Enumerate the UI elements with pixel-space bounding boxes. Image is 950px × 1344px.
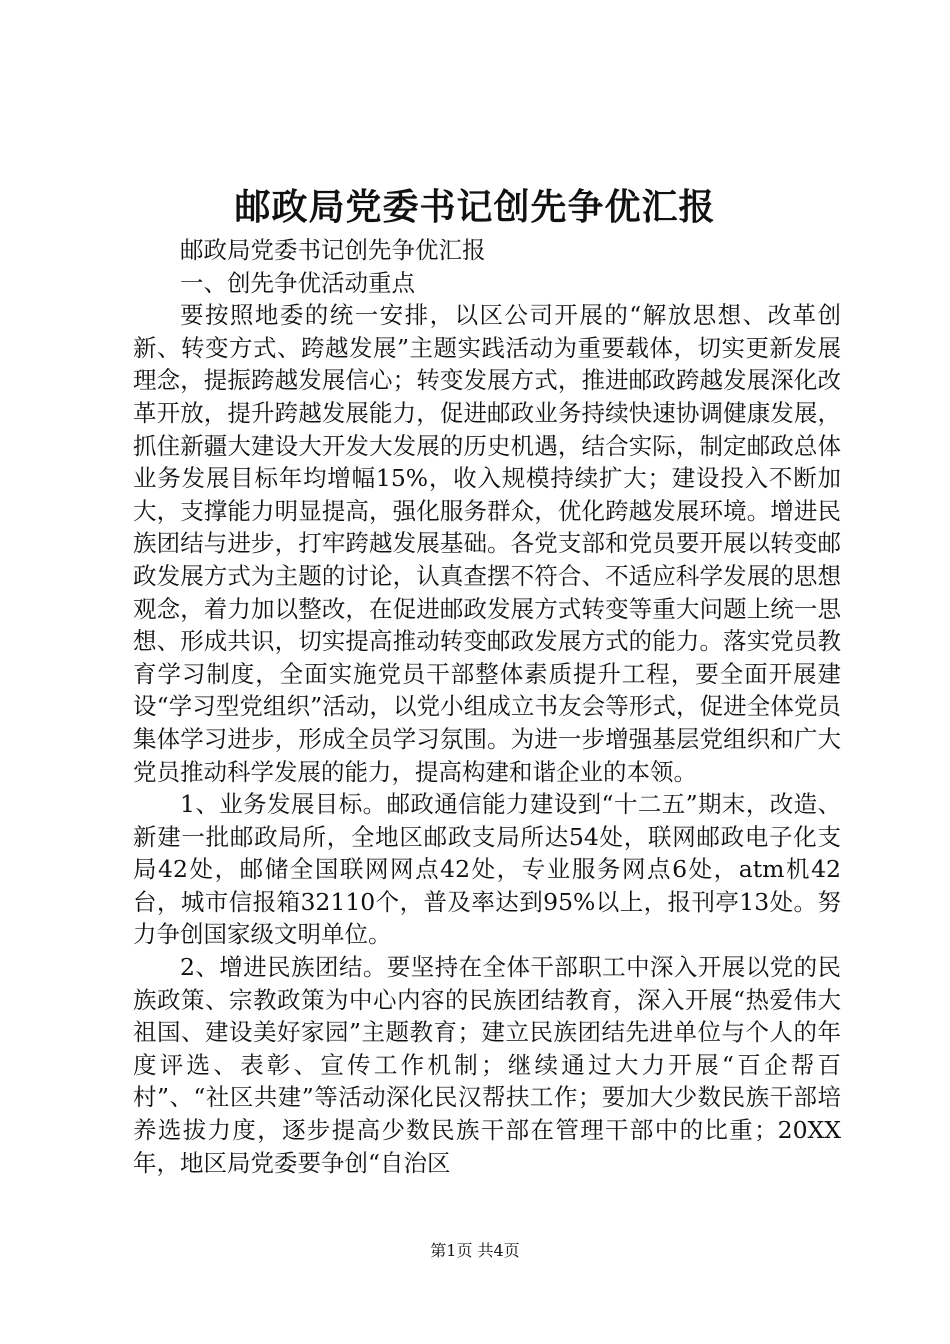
body-paragraph: 2、增进民族团结。要坚持在全体干部职工中深入开展以党的民族政策、宗教政策为中心内容的民族团结教育，深入开展“热爱伟大祖国、建设美好家园”主题教育；建立民族团结先进单位与个人的年度评选、表彰、宣传工作机制；继续通过大力开展“百企帮百村”、“社区共建”等活动深化民汉帮扶工作；要加大少数民族干部培养选拔力度，逐步提高少数民族干部在管理干部中的比重；20XX年，地区局党委要争创“自治区 <box>133 953 841 1177</box>
section-heading: 一、创先争优活动重点 <box>180 268 415 297</box>
subtitle-paragraph: 邮政局党委书记创先争优汇报 <box>180 236 486 264</box>
body-paragraph: 要按照地委的统一安排，以区公司开展的“解放思想、改革创新、转变方式、跨越发展”主题实践活动为重要载体，切实更新发展理念，提振跨越发展信心；转变发展方式，推进邮政跨越发展深化改革开放，提升跨越发展能力，促进邮政业务持续快速协调健康发展，抓住新疆大建设大开发大发展的历史机遇，结合实际，制定邮政总体业务发展目标年均增幅15%，收入规模持续扩大；建设投入不断加大，支撑能力明显提高，强化服务群众，优化跨越发展环境。增进民族团结与进步，打牢跨越发展基础。各党支部和党员要开展以转变邮政发展方式为主题的讨论，认真查摆不符合、不适应科学发展的思想观念，着力加以整改，在促进邮政发展方式转变等重大问题上统一思想、形成共识，切实提高推动转变邮政发展方式的能力。落实党员教育学习制度，全面实施党员干部整体素质提升工程，要全面开展建设“学习型党组织”活动，以党小组成立书友会等形式，促进全体党员集体学习进步，形成全员学习氛围。为进一步增强基层党组织和广大党员推动科学发展的能力，提高构建和谐企业的本领。 <box>133 301 841 786</box>
page-number-footer: 第1页 共4页 <box>430 1241 520 1260</box>
body-paragraph: 1、业务发展目标。邮政通信能力建设到“十二五”期末，改造、新建一批邮政局所，全地区邮政支局所达54处，联网邮政电子化支局42处，邮储全国联网网点42处，专业服务网点6处，atm机42台，城市信报箱32110个，普及率达到95%以上，报刊亭13处。努力争创国家级文明单位。 <box>133 790 841 949</box>
document-title: 邮政局党委书记创先争优汇报 <box>234 186 716 228</box>
document-body <box>133 234 841 1179</box>
